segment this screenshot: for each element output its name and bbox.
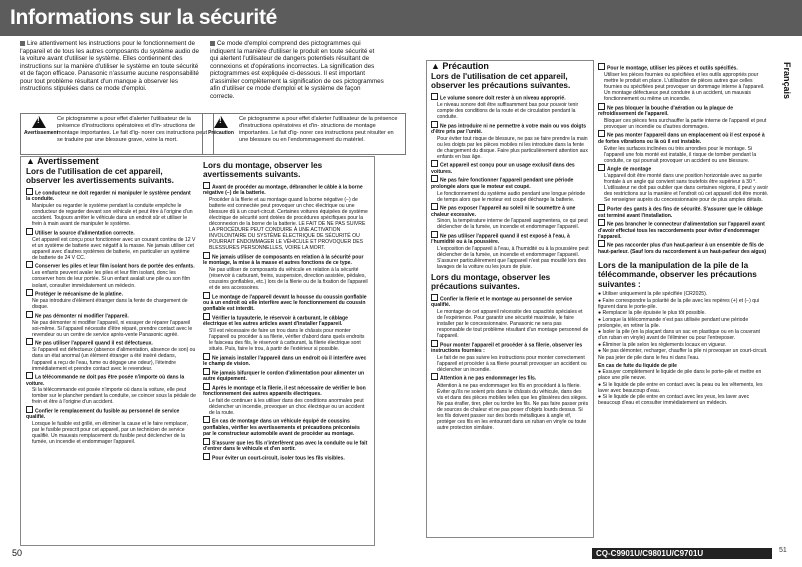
item-heading — [203, 416, 369, 437]
item-body: Manipuler ou regarder le système pendant la conduite empêche le conducteur de regarder devant son véhicule et peut être à l'origine d'un accident. Toujours arrêter le véhicule dans un endroit sûr et utiliser le frein à main avant de manipuler le système. — [32, 202, 193, 228]
item-heading-text: Ne pas monter l'appareil dans un emplacement où il est exposé à de fortes vibrations ou là où il est instable. — [598, 132, 765, 146]
checkbox-icon — [431, 121, 438, 128]
bullet-icon: ● — [598, 329, 603, 336]
bullet-item — [598, 342, 770, 348]
bullet-item — [598, 291, 770, 297]
bullet-icon — [20, 41, 25, 46]
list-item — [598, 130, 770, 163]
bullet-icon: ● — [598, 394, 603, 401]
bullet-icon — [210, 41, 215, 46]
caution-title: Précaution — [442, 61, 489, 71]
item-heading-text: Ne pas bloquer la bouche d'aération ou la plaque de refroidissement de l'appareil. — [598, 105, 734, 118]
warning-list — [26, 188, 196, 445]
mounting-column — [203, 158, 369, 462]
item-body: Ne pas introduire d'élément étranger dans la fente de chargement de disque. — [32, 298, 188, 311]
item-heading-text: Ne pas introduire ni ne permettre à votre main ou vos doigts d'être pris par l'unité. — [431, 123, 587, 136]
bullet-text: Essuyer complètement le liquide de pile dans le porte-pile et mettre en place une pile neuve. — [598, 369, 762, 382]
bullet-icon: ● — [598, 381, 603, 388]
item-heading-text: Vérifier la tuyauterie, le réservoir à carburant, le câblage électrique et les autres articles avant d'installer l'appareil. — [203, 315, 348, 328]
item-heading-text: Ne pas exposer l'appareil au soleil ni le soumettre à une chaleur excessive. — [431, 205, 576, 218]
item-body: Éviter les surfaces inclinées ou très arrondies pour le montage. Si l'appareil une fois monté est instable, il risque de tomber pendant la conduite, ce qui pourrait provoquer un accident ou une blessure. — [604, 145, 757, 164]
mounting-subtitle: Lors du montage, observer les avertissements suivants. — [203, 161, 323, 180]
checkbox-icon — [26, 261, 33, 268]
item-heading — [431, 340, 589, 355]
language-tab: Français — [782, 62, 792, 100]
checkbox-icon — [26, 338, 33, 345]
item-heading — [26, 406, 196, 421]
checkbox-icon — [431, 294, 438, 301]
item-body: Procéder à la filerie et au montage quand la borne négative (−) de batterie est connectée peut provoquer un choc électrique ou une blessure dû à un court-circuit. Certaines voitures équipées de système électrique de sécurité sont dotées de procédures spécifiques pour la déconnexion de la borne de la batterie. LE FAIT DE NE PAS SUIVRE LA PROCÉDURE PEUT CONDUIRE À UNE ACTIVATION INVOLONTAIRE DU SYSTÈME ÉLECTRIQUE DE SÉCURITÉ OU POURRAIT ENDOMMAGER LE VÉHICULE ET PROVOQUER DES BLESSURES PERSONNELLES, VOIRE LA MORT. — [209, 196, 368, 252]
caution-mount-list — [431, 294, 589, 431]
item-heading-text: Porter des gants à des fins de sécurité. S'assurer que le câblage est terminé avant l'installation. — [598, 206, 763, 219]
checkbox-icon — [203, 353, 210, 360]
list-item — [598, 240, 770, 255]
item-heading-text: Ne pas raccorder plus d'un haut-parleur à un ensemble de fils de haut-parleur. (Sauf lors du raccordement à un haut-parleur des aigus) — [598, 242, 767, 255]
item-heading — [203, 368, 369, 383]
item-heading-text: Le montage de l'appareil devant la housse du coussin gonflable ou à un endroit où elle interfère avec le fonctionnement du coussin gonflable est interdit. — [203, 294, 367, 313]
item-heading-text: Attention à ne pas endommager les fils. — [440, 375, 537, 382]
page-number: 50 — [12, 548, 23, 558]
item-heading — [431, 160, 589, 175]
item-heading-text: Pour éviter un court-circuit, isoler tous les fils visibles. — [212, 455, 345, 462]
bullet-item — [598, 310, 770, 316]
bullet-icon: ● — [598, 348, 603, 355]
item-body: Si l'appareil est défectueux (absence d'alimentation, absence de son) ou dans un état anormal (un élément étranger a été inséré dedans, l'appareil a reçu de l'eau, fume ou dégage une odeur), l'éteindre immédiatement et prendre contact avec le revendeur. — [32, 347, 196, 372]
list-item — [598, 103, 770, 130]
bullet-item — [598, 317, 770, 329]
warning-title: Avertissement — [37, 156, 99, 166]
item-body: L'exposition de l'appareil à l'eau, à l'humidité ou à la poussière peut déclencher de la fumée, un incendie et endommager l'appareil. S'assurer particulièrement que l'appareil n'est pas mouillé lors des lavages de la voiture ou les jours de pluie. — [437, 245, 589, 271]
bullet-icon: ● — [598, 341, 603, 348]
checkbox-icon — [431, 160, 438, 167]
leak-list — [598, 369, 770, 406]
item-body: Cet appareil est conçu pour fonctionner avec un courant continu de 12 V et un système de batterie avec négatif à la masse. Ne jamais utiliser cet appareil avec d'autres systèmes de batterie, en particulier un système de batterie de 24 V CC. — [32, 236, 196, 261]
item-heading-text: Avant de procéder au montage, débrancher le câble à la borne négative (−) de la batterie. — [203, 184, 363, 197]
intro-left — [20, 40, 200, 93]
intro-left-text: Lire attentivement les instructions pour le fonctionnement de l'appareil et de tous les autres composants du système audio de la voiture avant d'utiliser le système. Elles contiennent des instructions sur la manière d'utiliser le système en toute sécurité et de façon efficace. Panasonic n'assume aucune responsabilité pour tout problème résultant d'un manque à observer les instructions stipulées dans ce mode d'emploi. — [20, 40, 200, 92]
bullet-item — [598, 298, 770, 310]
checkbox-icon — [431, 373, 438, 380]
bullet-item — [598, 348, 770, 360]
checkbox-icon — [203, 182, 210, 189]
item-body: Le niveau sonore doit être suffisamment bas pour pouvoir tenir compte des conditions de la route et de circulation pendant la conduite. — [437, 101, 579, 120]
list-item — [203, 313, 369, 352]
item-heading — [431, 121, 589, 136]
list-item — [203, 453, 369, 462]
item-heading — [598, 204, 770, 219]
caution-heading: ▲ Précaution — [431, 61, 489, 71]
item-heading — [598, 103, 770, 118]
checkbox-icon — [26, 406, 33, 413]
checkbox-icon — [598, 240, 605, 247]
bullet-item — [598, 369, 770, 381]
item-heading — [203, 453, 369, 462]
item-heading-text: Pour monter l'appareil et procéder à sa filerie, observer les instructions fournies : — [431, 342, 583, 355]
list-item — [26, 338, 196, 371]
bullet-text: Isoler la pile (en la plaçant dans un sac en plastique ou en la couvrant d'un ruban en vinyle) avant de l'éliminer ou pour l'entreposer. — [598, 329, 760, 342]
item-heading-text: Ne pas utiliser l'appareil quand il est exposé à l'eau, à l'humidité ou à la poussière. — [431, 233, 570, 246]
checkbox-icon — [26, 311, 33, 318]
list-item — [26, 261, 196, 288]
warning-icon-box — [20, 113, 214, 155]
corner-mark: 51 — [779, 547, 787, 554]
warning-icon-label: Avertissement — [24, 130, 59, 136]
caution-mount-subtitle: Lors du montage, observer les précautions suivantes. — [431, 273, 551, 292]
bullet-icon: ● — [598, 297, 603, 304]
intro-right — [210, 40, 384, 100]
battery-title: Lors de la manipulation de la pile de la télécommande, observer les précautions suivantes : — [598, 260, 757, 289]
item-heading — [26, 289, 196, 298]
checkbox-icon — [26, 372, 33, 379]
list-item — [203, 438, 369, 453]
item-heading-text: En cas de montage dans un véhicule équipé de coussins gonflables, vérifier les avertissements et précautions préconisés par le constructeur automobile avant de procéder au montage. — [203, 418, 360, 438]
list-item — [203, 182, 369, 252]
warning-subtitle: Lors de l'utilisation de cet appareil, observer les avertissements suivants. — [26, 167, 174, 186]
bullet-item — [598, 329, 770, 341]
item-body: Le fait de continuer à les utiliser dans des conditions anormales peut déclencher un incendie, provoquer un choc électrique ou un accident de la route. — [209, 397, 365, 416]
item-body: Le fait de ne pas suivre les instructions pour monter correctement l'appareil et procéder à sa filerie pourrait provoquer un accident ou déclencher un incendie. — [437, 354, 587, 373]
bullet-text: Ne pas démonter, recharger, chauffer la pile ni provoquer un court-circuit. Ne pas jeter de pile dans le feu ni dans l'eau. — [598, 348, 768, 361]
item-heading-text: Ne pas utiliser l'appareil quand il est défectueux. — [35, 340, 153, 347]
checkbox-icon — [431, 203, 438, 210]
list-item — [431, 294, 589, 339]
item-heading-text: Conserver les piles et leur film isolant hors de portée des enfants. — [35, 263, 195, 270]
item-heading-text: Ne jamais utiliser de composants en relation à la sécurité pour le montage, la mise à la masse et autres fonctions de ce type. — [203, 254, 364, 267]
list-item — [598, 219, 770, 240]
list-item — [431, 203, 589, 230]
caution-column — [431, 63, 589, 431]
item-heading-text: Ne jamais installer l'appareil dans un endroit où il interfère avec le champ de vision. — [203, 355, 367, 368]
checkbox-icon — [598, 204, 605, 211]
item-heading — [26, 261, 196, 270]
item-heading-text: Utiliser la source d'alimentation correcte. — [35, 230, 135, 237]
item-heading — [203, 182, 369, 197]
checkbox-icon — [203, 453, 210, 460]
checkbox-icon — [203, 416, 210, 423]
item-heading — [598, 130, 770, 145]
item-body: Bloquer ces pièces fera surchauffer la partie interne de l'appareil et peut provoquer un incendie ou d'autres dommages. — [604, 117, 767, 130]
header-bar — [0, 0, 802, 36]
list-item — [203, 252, 369, 291]
checkbox-icon — [598, 103, 605, 110]
item-heading — [26, 372, 196, 387]
item-heading — [26, 228, 196, 237]
warning-icon-text: Ce pictogramme a pour effet d'alerter l'utilisateur de la présence d'instructions opératoires et d'in- structions de montage importantes. Le fait d'ig- norer ces instructions peut se traduire par une blessure grave, voire la mort. — [57, 116, 208, 143]
checkbox-icon — [431, 231, 438, 238]
list-item — [26, 228, 196, 261]
item-body: Pour éviter tout risque de blessure, ne pas se faire prendre la main ou les doigts par les pièces mobiles ni les introduire dans la fente de chargement du disque. Faire plus particulièrement attention aux enfants en bas âge. — [437, 135, 588, 160]
item-heading — [431, 203, 589, 218]
item-heading-text: Confier la filerie et le montage au personnel de service qualifié. — [431, 296, 573, 309]
item-heading — [203, 438, 369, 453]
battery-list — [598, 291, 770, 361]
list-item — [431, 93, 589, 120]
item-heading — [598, 164, 770, 173]
item-heading — [598, 240, 770, 255]
item-heading — [26, 338, 196, 347]
item-heading-text: Le conducteur ne doit regarder ni manipuler le système pendant la conduite. — [26, 190, 191, 203]
item-heading — [26, 311, 196, 320]
item-heading-text: Angle de montage — [607, 166, 652, 173]
list-item — [203, 416, 369, 437]
list-item — [431, 231, 589, 270]
checkbox-icon — [26, 228, 33, 235]
list-item — [598, 164, 770, 203]
item-heading-text: Après le montage et la filerie, il est nécessaire de vérifier le bon fonctionnement des autres appareils électriques. — [203, 385, 366, 398]
item-heading — [203, 353, 369, 368]
bullet-icon: ● — [598, 316, 603, 323]
bullet-item — [598, 394, 770, 406]
intro-right-text: Ce mode d'emploi comprend des pictogrammes qui indiquent la manière d'utiliser le produit en toute sécurité et qui alertent l'utilisateur de dangers potentiels résultant de connexions et d'opérations incorrectes. La signification des pictogrammes est expliquée ci-dessous. Il est important d'assimiler complètement la signification de ces pictogrammes afin d'utiliser ce mode d'emploi et le système de façon correcte. — [210, 40, 384, 100]
right-column — [598, 63, 770, 407]
bullet-text: Remplacer la pile épuisée le plus tôt possible. — [602, 310, 706, 317]
checkbox-icon — [203, 383, 210, 390]
item-heading — [203, 292, 369, 313]
checkbox-icon — [598, 63, 605, 70]
bullet-icon: ● — [598, 310, 603, 317]
item-heading-text: Ne pas démonter ni modifier l'appareil. — [35, 313, 129, 320]
bullet-text: Si le liquide de pile entre en contact avec les yeux, les laver avec beaucoup d'eau et consulter immédiatement un médecin. — [598, 394, 750, 407]
item-body: Les enfants peuvent avaler les piles et leur film isolant, donc les conserver hors de leur portée. Si un enfant avalait une pile ou son film isolant, consulter immédiatement un médecin. — [32, 270, 190, 289]
list-item — [26, 289, 196, 310]
list-item — [26, 311, 196, 338]
model-code: CQ-C9901U/C9801U/C9701U — [592, 548, 772, 559]
item-heading-text: Ne pas brancher le connecteur d'alimentation sur l'appareil avant d'avoir effectué tous les raccordements pour éviter d'endommager l'appareil. — [598, 221, 765, 240]
item-heading-text: Le volume sonore doit rester à un niveau approprié. — [440, 95, 566, 102]
item-heading — [431, 373, 589, 382]
list-item — [431, 160, 589, 175]
page-title: Informations sur la sécurité — [10, 6, 278, 29]
item-body: Le fonctionnement du système audio pendant une longue période de temps alors que le moteur est coupé décharge la batterie. — [437, 190, 586, 203]
list-item — [26, 406, 196, 445]
item-heading — [203, 313, 369, 328]
item-heading — [431, 93, 589, 102]
checkbox-icon — [431, 340, 438, 347]
item-body: Utiliser les pièces fournies ou spécifiées et les outils appropriés pour mettre le produit en place. L'utilisation de pièces autres que celles fournies ou spécifiées peut provoquer un dommage interne à l'appareil. Un montage défectueux peut conduire à un accident, un mauvais fonctionnement ou même un incendie. — [604, 72, 765, 103]
item-body: S'il est nécessaire de faire un trou dans le châssis pour monter l'appareil ou procéder à sa filerie, vérifier d'abord dans quels endroits le faisceau des fils, le réservoir à carburant, la filerie électrique sont situés. Puis, faire le trou, à partir de l'extérieur si possible. — [209, 327, 365, 352]
item-heading — [598, 63, 770, 72]
item-body: Ne pas démonter ni modifier l'appareil, ni essayer de réparer l'appareil soi-même. Si l'appareil nécessite d'être réparé, prendre contact avec le revendeur ou un centre de service après-vente Panasonic agréé. — [32, 319, 193, 338]
list-item — [26, 372, 196, 405]
bullet-text: Si le liquide de pile entre en contact avec la peau ou les vêtements, les laver avec beaucoup d'eau. — [598, 381, 763, 394]
item-heading — [431, 294, 589, 309]
checkbox-icon — [26, 289, 33, 296]
item-body: Si la télécommande est posée n'importe où dans la voiture, elle peut tomber sur le plancher pendant la conduite, se coincer sous la pédale de frein et être à l'origine d'un accident. — [32, 387, 196, 406]
checkbox-icon — [431, 175, 438, 182]
warning-column — [26, 158, 196, 446]
list-item — [598, 204, 770, 219]
item-heading-text: Ne jamais bifurquer le cordon d'alimentation pour alimenter un autre équipement. — [203, 370, 365, 383]
checkbox-icon — [598, 219, 605, 226]
list-item — [203, 368, 369, 383]
checkbox-icon — [598, 130, 605, 137]
item-heading-text: S'assurer que les fils n'interfèrent pas avec la conduite ou le fait d'entrer dans le véhicule et d'en sortir. — [203, 440, 368, 453]
list-item — [431, 373, 589, 430]
checkbox-icon — [26, 188, 33, 195]
bullet-text: Lorsque la télécommande n'est pas utilisée pendant une période prolongée, en retirer la pile. — [598, 316, 749, 329]
item-heading-text: Cet appareil est conçu pour un usage exclusif dans des voitures. — [431, 162, 575, 175]
list-item — [203, 383, 369, 416]
checkbox-icon — [203, 368, 210, 375]
checkbox-icon — [203, 252, 210, 259]
checkbox-icon — [203, 438, 210, 445]
item-body: Lorsque le fusible est grillé, en éliminer la cause et le faire remplacer, par le fusible prescrit pour cet appareil, par un technicien de service qualifié. Un mauvais remplacement du fusible peut déclencher de la fumée, un incendie et endommager l'appareil. — [32, 420, 189, 446]
list-item — [598, 63, 770, 102]
bullet-text: Faire correspondre la polarité de la pile avec les repères (+) et (−) qui figurent dans le porte-pile. — [598, 297, 760, 310]
list-item — [431, 175, 589, 202]
caution-icon-text: Ce pictogramme a pour effet d'alerter l'utilisateur de la présence d'instructions opératoires et d'in- structions de montage importantes. Le fait d'ig- norer ces instructions peut résulter en une blessure ou en l'endommagement du matériel. — [239, 116, 398, 143]
checkbox-icon — [598, 164, 605, 171]
bullet-icon: ● — [598, 369, 603, 376]
list-item — [431, 121, 589, 160]
item-body: L'appareil doit être monté dans une position horizontale avec sa partie frontale à un angle qui convient sans toutefois être supérieur à 30 °. L'utilisateur ne doit pas oublier que dans certaines régions, il peut y avoir des restrictions sur la manière et l'endroit où cet appareil doit être monté. Se renseigner auprès du concessionnaire pour de plus amples détails. — [604, 173, 769, 204]
list-item — [26, 188, 196, 227]
item-heading-text: Pour le montage, utiliser les pièces et outils spécifiés. — [607, 65, 738, 72]
right-list — [598, 63, 770, 255]
checkbox-icon — [203, 292, 210, 299]
bullet-text: Éliminer la pile selon les règlements locaux en vigueur. — [602, 341, 727, 348]
item-heading — [431, 231, 589, 246]
item-heading-text: La télécommande ne doit pas être posée n'importe où dans la voiture. — [26, 374, 185, 387]
item-heading — [598, 219, 770, 240]
item-body: Sinon, la température interne de l'appareil augmentera, ce qui peut déclencher de la fumée, un incendie et endommager l'appareil. — [437, 218, 588, 231]
item-heading-text: Protéger le mécanisme de la platine. — [35, 291, 124, 298]
checkbox-icon — [431, 93, 438, 100]
mounting-list — [203, 182, 369, 461]
caution-icon-label: Précaution — [208, 130, 234, 136]
caution-list — [431, 93, 589, 270]
list-item — [203, 353, 369, 368]
list-item — [431, 340, 589, 373]
leak-title: En cas de fuite du liquide de pile — [598, 362, 677, 369]
bullet-item — [598, 382, 770, 394]
caution-icon-box — [202, 113, 406, 155]
item-heading — [431, 175, 589, 190]
caution-icon — [206, 116, 236, 137]
item-body: Le montage de cet appareil nécessite des capacités spéciales et de l'expérience. Pour garantir une sécurité maximale, le faire installer par le concessionnaire. Panasonic ne sera pas responsable de tout problème résultant d'un montage personnel de l'appareil. — [437, 308, 589, 340]
warning-heading: ▲ Avertissement — [26, 156, 99, 166]
checkbox-icon — [203, 313, 210, 320]
item-body: Ne pas utiliser de composants du véhicule en relation à la sécurité (réservoir à carburant, freins, suspension, direction assistée, pédales, coussins gonflables, etc.) lors de la filerie ou de la fixation de l'appareil et de ses accessoires. — [209, 266, 368, 292]
item-heading-text: Ne pas faire fonctionner l'appareil pendant une période prolongée alors que le moteur est coupé. — [431, 177, 574, 190]
warning-icon — [24, 116, 59, 137]
item-heading — [203, 383, 369, 398]
caution-subtitle: Lors de l'utilisation de cet appareil, observer les précautions suivantes. — [431, 72, 571, 91]
item-heading-text: Confier le remplacement du fusible au personnel de service qualifié. — [26, 408, 180, 421]
bullet-icon: ● — [598, 291, 603, 298]
item-heading — [26, 188, 196, 203]
list-item — [203, 292, 369, 313]
item-body: Attention à ne pas endommager les fils en procédant à la filerie. Éviter qu'ils ne soient pris dans le châssis du véhicule, dans des vis et dans des pièces mobiles telles que les glissières des sièges. Ne pas érafler, tirer, plier ou tordre les fils. Ne pas faire passer près de sources de chaleur et ne pas poser d'objets lourds dessus. Si les fils doivent passer sur des bords métalliques à angle vif, protéger ces fils en les entourant dans un ruban en vinyle ou toute autre protection similaire. — [437, 382, 589, 431]
bullet-text: Utiliser uniquement la pile spécifiée (CR2025). — [602, 291, 708, 298]
item-heading — [203, 252, 369, 267]
